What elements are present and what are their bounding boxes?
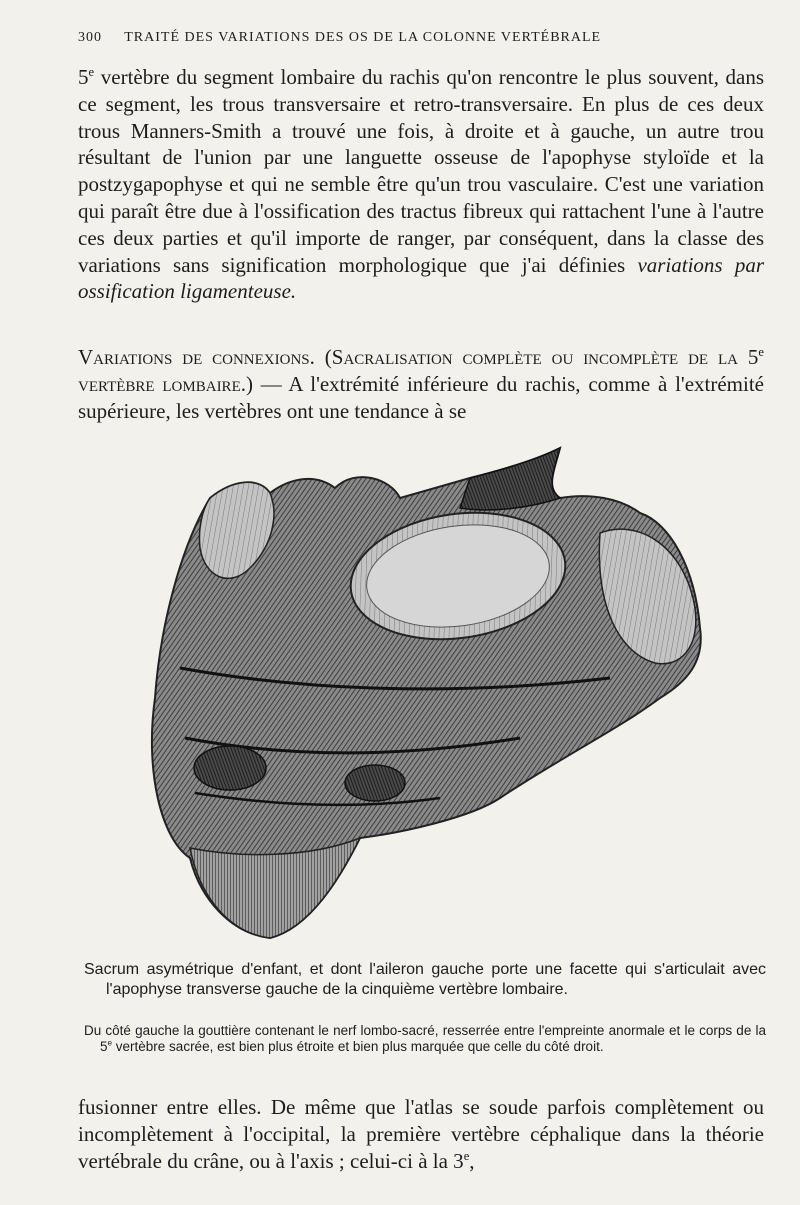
p1-italic-term: variations par ossification ligamenteuse.	[78, 252, 765, 304]
heading-sup: e	[758, 345, 764, 359]
paragraph-1	[78, 64, 764, 305]
figure-note	[84, 1023, 766, 1055]
page-number: 300	[78, 30, 102, 45]
note-text-b: vertèbre sacrée, est bien plus étroite et bien plus marquée que celle du côté droit.	[112, 1039, 604, 1054]
p1-text-b: vertèbre du segment lombaire du rachis qu'on rencontre le plus souvent, dans ce segment, les trous transversaire et retro-transversaire. En plus de ces deux trous Manners-Smith a trouvé une fois, à droite et à gauche, un autre trou résultant de l'union par une languette osseuse de l'apophyse styloïde et la postzygapophyse et qui ne semble être qu'un trou vasculaire. C'est une variation qui paraît être due à l'ossification des tractus fibreux qui rattachent l'une à l'autre ces deux parties et qu'il importe de ranger, par conséquent, dans la classe des variations sans signification morphologique que j'ai définies	[78, 65, 764, 277]
figure-caption	[84, 960, 766, 999]
p3-sup: e	[463, 1148, 470, 1163]
running-title: TRAITÉ DES VARIATIONS DES OS DE LA COLONNE VERTÉBRALE	[124, 30, 602, 45]
p1-sup: e	[88, 65, 95, 79]
paragraph-2	[78, 344, 764, 424]
section-heading: Variations de connexions.	[78, 345, 315, 369]
paragraph-3	[78, 1094, 764, 1174]
sacrum-engraving	[140, 438, 710, 950]
sacrum-illustration	[140, 438, 710, 950]
p3-text-b: ,	[469, 1148, 475, 1173]
running-header	[78, 30, 718, 46]
p2-text: — A l'extrémité inférieure du rachis, comme à l'extrémité supérieure, les vertèbres ont une tendance à se	[78, 371, 764, 423]
note-sup: e	[107, 1038, 113, 1048]
heading-paren-a: (Sacralisation complète ou incomplète de la 5	[314, 345, 759, 369]
caption-main: Sacrum asymétrique d'enfant, et dont l'aileron gauche porte une facette qui s'articulait avec l'apophyse transverse gauche de la cinquième vertèbre lombaire.	[84, 961, 766, 998]
heading-paren-b: vertèbre lombaire.)	[78, 371, 253, 396]
p1-text-a: 5	[78, 65, 89, 89]
p3-text-a: fusionner entre elles. De même que l'atlas se soude parfois complètement ou incomplètement à l'occipital, la première vertèbre céphalique dans la théorie vertébrale du crâne, ou à l'axis ; celui-ci à la 3	[78, 1095, 764, 1173]
note-text-a: Du côté gauche la gouttière contenant le nerf lombo-sacré, resserrée entre l'empreinte anormale et le corps de la 5	[84, 1023, 766, 1054]
